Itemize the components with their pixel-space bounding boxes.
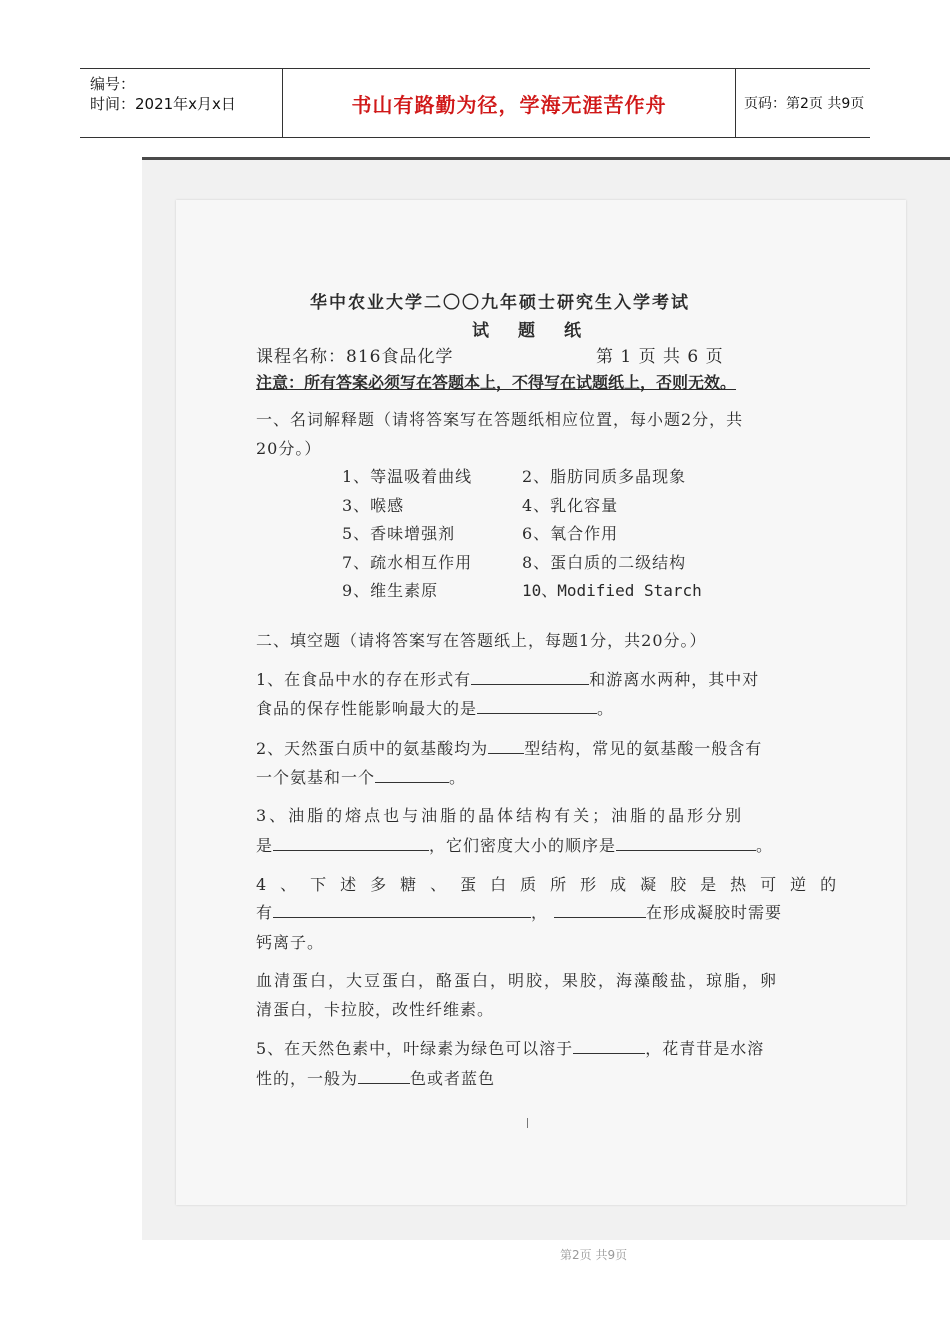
section2-heading: 二、填空题（请将答案写在答题纸上，每题1分，共20分。）: [256, 631, 707, 650]
course-name: 课程名称：816食品化学: [256, 347, 454, 367]
answer-blank: [273, 836, 429, 851]
q3-text: ，它们密度大小的顺序是: [429, 836, 617, 855]
section1-heading-cont: 20分。）: [256, 439, 322, 458]
question-4-options: 血清蛋白，大豆蛋白，酪蛋白，明胶，果胶，海藻酸盐，琼脂，卵: [256, 971, 779, 990]
answer-blank: [488, 739, 524, 754]
term-item: 6、氧合作用: [522, 524, 619, 543]
answer-blank: [616, 836, 756, 851]
term-item: 1、等温吸着曲线: [342, 467, 473, 486]
term-item: 10、Modified Starch: [522, 581, 702, 600]
q2-text: 2、天然蛋白质中的氨基酸均为: [256, 739, 489, 758]
q2-text: 。: [449, 768, 467, 787]
answer-blank: [273, 903, 531, 918]
q1-text: 1、在食品中水的存在形式有: [256, 670, 472, 689]
answer-blank: [471, 670, 589, 685]
term-item: 5、香味增强剂: [342, 524, 456, 543]
term-item: 4、乳化容量: [522, 496, 619, 515]
exam-title: 华中农业大学二〇〇九年硕士研究生入学考试: [310, 293, 690, 313]
question-2-cont: [256, 765, 466, 788]
q2-text: 型结构，常见的氨基酸一般含有: [524, 739, 763, 758]
question-4-tail: 钙离子。: [256, 933, 325, 952]
term-item: 2、脂肪同质多晶现象: [522, 467, 687, 486]
exam-page: 第 1 页 共 6 页: [596, 347, 724, 367]
header-motto-cell: [282, 69, 736, 137]
question-1-cont: [256, 696, 614, 719]
page-header: [80, 68, 870, 138]
q5-text: 色或者蓝色: [410, 1069, 496, 1088]
q1-text: 食品的保存性能影响最大的是: [256, 699, 478, 718]
answer-blank: [358, 1069, 410, 1084]
q5-text: 5、在天然色素中，叶绿素为绿色可以溶于: [256, 1039, 574, 1058]
time-label: 时间：2021年x月x日: [90, 95, 236, 113]
header-meta: [80, 69, 282, 137]
q1-text: 。: [597, 699, 615, 718]
q1-text: 和游离水两种，其中对: [589, 670, 760, 689]
code-label: 编号：: [90, 75, 136, 93]
term-item: 3、喉感: [342, 496, 405, 515]
term-item: 9、维生素原: [342, 581, 439, 600]
motto: 书山有路勤为径，学海无涯苦作舟: [351, 92, 667, 117]
q4-text: 有: [256, 903, 274, 922]
term-item: 8、蛋白质的二级结构: [522, 553, 687, 572]
header-page-cell: [734, 69, 870, 137]
question-4: 4、下述多糖、蛋白质所形成凝胶是热可逆的: [256, 875, 851, 894]
question-4-options-cont: 清蛋白，卡拉胶，改性纤维素。: [256, 1000, 495, 1019]
page-footer: 第2页 共9页: [560, 1248, 628, 1262]
q4-text: ，: [531, 903, 549, 922]
q3-text: 。: [756, 836, 774, 855]
q5-text: 性的，一般为: [256, 1069, 359, 1088]
question-5-cont: [256, 1066, 495, 1089]
answer-blank: [573, 1039, 645, 1054]
question-2: [256, 736, 762, 759]
answer-blank: [375, 768, 449, 783]
exam-subtitle: 试 题 纸: [472, 321, 587, 341]
question-5: [256, 1036, 764, 1059]
answer-blank: [477, 699, 597, 714]
q2-text: 一个氨基和一个: [256, 768, 376, 787]
q4-text: 在形成凝胶时需要: [646, 903, 783, 922]
answer-blank: [554, 903, 646, 918]
question-3: 3、油脂的熔点也与油脂的晶体结构有关；油脂的晶形分别: [256, 806, 745, 825]
exam-notice: 注意：所有答案必须写在答题本上，不得写在试题纸上，否则无效。: [256, 373, 737, 392]
q5-text: ，花青苷是水溶: [645, 1039, 765, 1058]
term-item: 7、疏水相互作用: [342, 553, 473, 572]
question-1: [256, 667, 759, 690]
section1-heading: 一、名词解释题（请将答案写在答题纸相应位置，每小题2分，共: [256, 410, 744, 429]
page-mark: [527, 1118, 528, 1128]
question-3-cont: [256, 833, 773, 856]
page-info: 页码：第2页 共9页: [744, 96, 865, 112]
q3-text: 是: [256, 836, 274, 855]
question-4-cont: [256, 900, 782, 923]
